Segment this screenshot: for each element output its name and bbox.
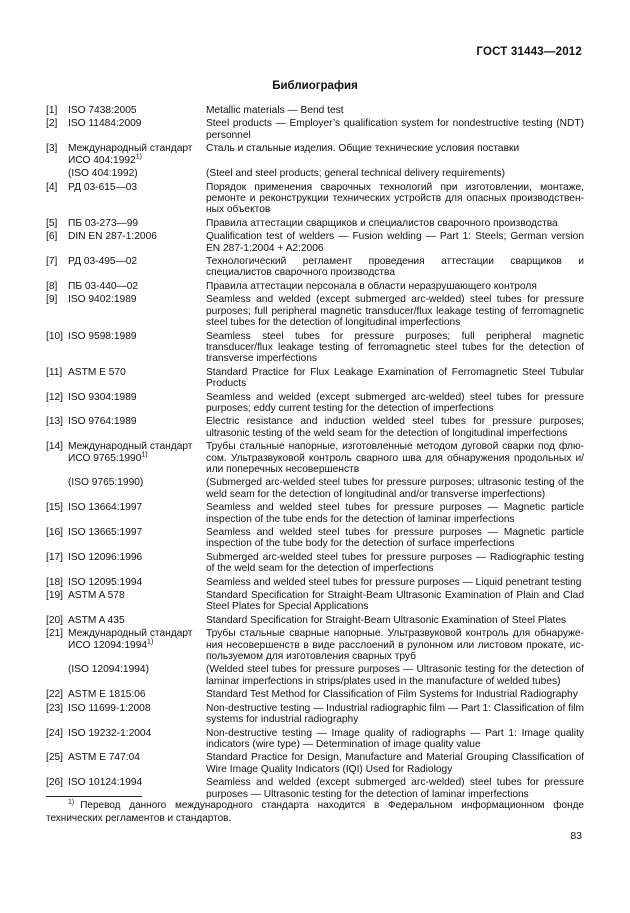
entry-description: Electric resistance and induction welded steel tubes for pressure purposes; ultrasonic testing of the weld seam for the detection of longitudinal imperfections — [206, 416, 584, 439]
entry-description: (Welded steel tubes for pressure purposes — Ultrasonic testing for the detection of laminar imperfections in strips/plates used in the manufacture of welded tubes) — [206, 664, 584, 687]
bibliography-entry — [46, 416, 584, 439]
entry-number: [26] — [46, 777, 63, 789]
bibliography-entry — [46, 118, 584, 141]
entry-reference-text: ASTM E 1815:06 — [68, 689, 146, 701]
footnote — [46, 800, 584, 825]
entry-reference-text: Международный стандарт ИСО 404:1992 — [68, 143, 193, 166]
entry-reference-text: ПБ 03-440—02 — [68, 280, 139, 292]
entry-description: Seamless steel tubes for pressure purposes; full peripheral magnetic transducer/flux leakage testing of ferromagnetic steel tubes for the detection of transverse imperfections — [206, 330, 584, 365]
entry-reference-text: (ISO 9765:1990) — [68, 477, 144, 489]
entry-description: Порядок применения сварочных технологий при изготовлении, монтаже, ремонте и реконструкции технических устройств для опасных производственных объектов — [206, 181, 584, 216]
bibliography-entry — [46, 527, 584, 550]
entry-description: Seamless and welded steel tubes for pressure purposes — Liquid penetrant testing — [206, 576, 582, 588]
bibliography-entry — [46, 392, 584, 415]
entry-reference-text: DIN EN 287-1:2006 — [68, 231, 157, 243]
standard-code: ГОСТ 31443—2012 — [476, 46, 582, 58]
bibliography-entry — [46, 615, 584, 626]
entry-reference — [68, 777, 200, 788]
entry-number: [4] — [46, 181, 58, 193]
entry-reference-text: ASTM E 570 — [68, 366, 126, 378]
entry-description: Трубы стальные сварные напорные. Ультразвуковой контроль для обнаружения несовершенств в виде расслоений в рулонном или листовом прокате, используемом для изготовления сварных труб — [206, 628, 584, 663]
bibliography-entry — [46, 143, 584, 166]
entry-number: [3] — [46, 143, 58, 155]
entry-number: [19] — [46, 590, 63, 602]
entry-description: Standard Specification for Straight-Beam Ultrasonic Examination of Steel Plates — [206, 614, 567, 626]
entry-description: Трубы стальные напорные, изготовленные методом дуговой сварки под флюсом. Ультразвуковой контроль сварного шва для обнаружения продольных и/или поперечных несовершенств — [206, 441, 584, 475]
entry-number: [25] — [46, 752, 63, 764]
entry-reference-text: РД 03-615—03 — [68, 181, 138, 193]
entry-number: [23] — [46, 702, 63, 714]
entry-reference — [68, 689, 200, 700]
entry-reference — [68, 703, 200, 714]
footnote-reference: 1) — [135, 153, 142, 161]
entry-reference — [68, 218, 200, 229]
entry-description: Non-destructive testing — Image quality of radiographs — Part 1: Image quality indicators (wire type) — Determination of image quality value — [206, 727, 584, 750]
bibliography-entry — [46, 331, 584, 365]
entry-description: Seamless and welded (except submerged arc-welded) steel tubes for pressure purposes — Ultrasonic testing for the detection of laminar imperfections — [206, 777, 584, 800]
entry-number: [11] — [46, 366, 63, 378]
entry-reference-text: ISO 12096:1996 — [68, 551, 143, 563]
footnote-reference: 1) — [147, 638, 154, 646]
page-title: Библиография — [272, 80, 358, 92]
bibliography-entry — [46, 256, 584, 279]
entry-description: Submerged arc-welded steel tubes for pressure purposes — Radiographic testing of the weld seam for the detection of imperfections — [206, 551, 584, 575]
bibliography-entry — [46, 168, 584, 179]
entry-reference — [68, 615, 200, 626]
entry-description: Steel products — Employer’s qualification system for nondestructive testing (NDT) personnel — [206, 118, 584, 141]
entry-reference-text: ISO 12095:1994 — [68, 576, 143, 588]
entry-number: [17] — [46, 551, 63, 563]
bibliography-entry — [46, 182, 584, 216]
entry-description: Metallic materials — Bend test — [206, 105, 344, 116]
entry-reference — [68, 628, 200, 651]
entry-reference-text: ISO 7438:2005 — [68, 105, 137, 116]
entry-number: [24] — [46, 727, 63, 739]
footnote-reference: 1) — [141, 451, 148, 459]
entry-reference-text: (ISO 404:1992) — [68, 168, 138, 180]
entry-reference-text: ISO 9598:1989 — [68, 330, 137, 342]
bibliography-entry — [46, 590, 584, 613]
bibliography-entry — [46, 281, 584, 292]
bibliography-entry — [46, 105, 584, 116]
bibliography-entry — [46, 367, 584, 390]
entry-description: Standard Specification for Straight-Beam Ultrasonic Examination of Plain and Clad Steel Plates for Special Applications — [206, 590, 584, 613]
entry-reference — [68, 182, 200, 193]
page-number: 83 — [570, 830, 582, 842]
bibliography-entry — [46, 441, 584, 475]
entry-description: Seamless and welded steel tubes for pressure purposes — Magnetic particle inspection of the tube ends for the detection of laminar imperfections — [206, 502, 584, 525]
bibliography-entry — [46, 231, 584, 254]
entry-reference — [68, 577, 200, 588]
entry-number: [5] — [46, 217, 58, 229]
entry-description: Standard Practice for Flux Leakage Examination of Ferromagnetic Steel Tubular Products — [206, 366, 584, 390]
entry-reference-text: ПБ 03-273—99 — [68, 217, 139, 229]
entry-number: [20] — [46, 614, 63, 626]
entry-reference — [68, 502, 200, 513]
entry-number: [6] — [46, 231, 58, 243]
entry-description: (Steel and steel products; general technical delivery requirements) — [206, 168, 505, 180]
entry-description: Standard Practice for Design, Manufacture and Material Grouping Classification of Wire Image Quality Indicators (IQI) Used for Radiology — [206, 752, 584, 775]
bibliography-entry — [46, 628, 584, 662]
bibliography-entry — [46, 502, 584, 525]
bibliography-entry — [46, 728, 584, 751]
entry-reference — [68, 231, 200, 242]
entry-reference-text: ISO 11484:2009 — [68, 118, 142, 130]
entry-reference — [68, 294, 200, 305]
entry-reference-text: ISO 9764:1989 — [68, 416, 137, 428]
bibliography-entry — [46, 477, 584, 500]
entry-reference-text: ISO 13664:1997 — [68, 502, 143, 514]
entry-number: [12] — [46, 391, 63, 403]
entry-reference — [68, 367, 200, 378]
entry-number: [9] — [46, 294, 58, 306]
bibliography-entry — [46, 218, 584, 229]
bibliography-entry — [46, 552, 584, 575]
entry-reference-text: Международный стандарт ИСО 12094:1994 — [68, 628, 193, 651]
entry-description: Правила аттестации персонала в области неразрушающего контроля — [206, 280, 537, 292]
entry-number: [10] — [46, 330, 63, 342]
bibliography-entry — [46, 664, 584, 687]
entry-reference — [68, 168, 200, 179]
entry-reference — [68, 664, 200, 675]
entry-description: (Submerged arc-welded steel tubes for pressure purposes; ultrasonic testing of the weld seam for the detection of longitudinal and/or transverse imperfections) — [206, 477, 584, 500]
entry-reference — [68, 752, 200, 763]
entry-reference — [68, 281, 200, 292]
entry-reference-text: РД 03-495—02 — [68, 256, 138, 268]
entry-number: [8] — [46, 280, 58, 292]
entry-reference-text: (ISO 12094:1994) — [68, 664, 149, 676]
entry-number: [15] — [46, 502, 63, 514]
footnote-divider — [46, 796, 142, 797]
entry-reference-text: ISO 19232-1:2004 — [68, 727, 152, 739]
entry-number: [21] — [46, 628, 63, 640]
entry-number: [22] — [46, 689, 63, 701]
entry-reference-text: ISO 11699-1:2008 — [68, 702, 151, 714]
entry-reference — [68, 527, 200, 538]
entry-description: Qualification test of welders — Fusion welding — Part 1: Steels; German version EN 287-1:2004 + A2:2006 — [206, 231, 584, 254]
entry-reference — [68, 552, 200, 563]
entry-reference — [68, 590, 200, 601]
entry-number: [2] — [46, 118, 58, 130]
entry-reference-text: ASTM E 747:04 — [68, 752, 140, 764]
entry-reference — [68, 441, 200, 464]
entry-reference-text: ASTM A 578 — [68, 590, 125, 602]
entry-description: Технологический регламент проведения аттестации сварщиков и специалистов сварочного производства — [206, 256, 584, 279]
bibliography-entry — [46, 752, 584, 775]
bibliography-entry — [46, 577, 584, 588]
entry-reference — [68, 728, 200, 739]
entry-reference — [68, 118, 200, 129]
entry-reference-text: Международный стандарт ИСО 9765:1990 — [68, 441, 193, 464]
entry-number: [13] — [46, 416, 63, 428]
entry-number: [14] — [46, 441, 63, 453]
entry-reference — [68, 416, 200, 427]
entry-number: [18] — [46, 576, 63, 588]
entry-reference-text: ISO 10124:1994 — [68, 777, 143, 789]
entry-description: Сталь и стальные изделия. Общие технические условия поставки — [206, 143, 520, 155]
entry-description: Правила аттестации сварщиков и специалистов сварочного производства — [206, 217, 558, 229]
entry-reference-text: ASTM A 435 — [68, 614, 125, 626]
entry-number: [1] — [46, 105, 58, 116]
entry-reference-text: ISO 9402:1989 — [68, 294, 137, 306]
bibliography-list — [46, 105, 584, 802]
bibliography-entry — [46, 689, 584, 700]
entry-reference — [68, 331, 200, 342]
entry-number: [7] — [46, 256, 58, 268]
entry-reference — [68, 143, 200, 166]
entry-reference — [68, 105, 200, 116]
bibliography-entry — [46, 294, 584, 328]
entry-reference — [68, 477, 200, 488]
entry-reference — [68, 392, 200, 403]
entry-description: Seamless and welded (except submerged arc-welded) steel tubes for pressure purposes; full peripheral magnetic transducer/flux leakage testing of ferromagnetic steel tubes for the detection of longitudinal imperfections — [206, 294, 584, 329]
footnote-text: Перевод данного международного стандарта находится в Федеральном информационном фонде технических регламентов и стандартов. — [46, 800, 584, 824]
entry-reference — [68, 256, 200, 267]
entry-number: [16] — [46, 527, 63, 538]
entry-reference-text: ISO 13665:1997 — [68, 527, 143, 538]
entry-reference-text: ISO 9304:1989 — [68, 391, 137, 403]
entry-description: Standard Test Method for Classification of Film Systems for Industrial Radiography — [206, 689, 578, 701]
bibliography-entry — [46, 703, 584, 726]
entry-description: Non-destructive testing — Industrial radiographic film — Part 1: Classification of film systems for industrial radiography — [206, 702, 584, 726]
entry-description: Seamless and welded steel tubes for pressure purposes — Magnetic particle inspection of the tube body for the detection of surface imperfections — [206, 527, 584, 550]
footnote-mark: 1) — [68, 798, 75, 806]
entry-description: Seamless and welded (except submerged arc-welded) steel tubes for pressure purposes; eddy current testing for the detection of imperfections — [206, 391, 584, 414]
